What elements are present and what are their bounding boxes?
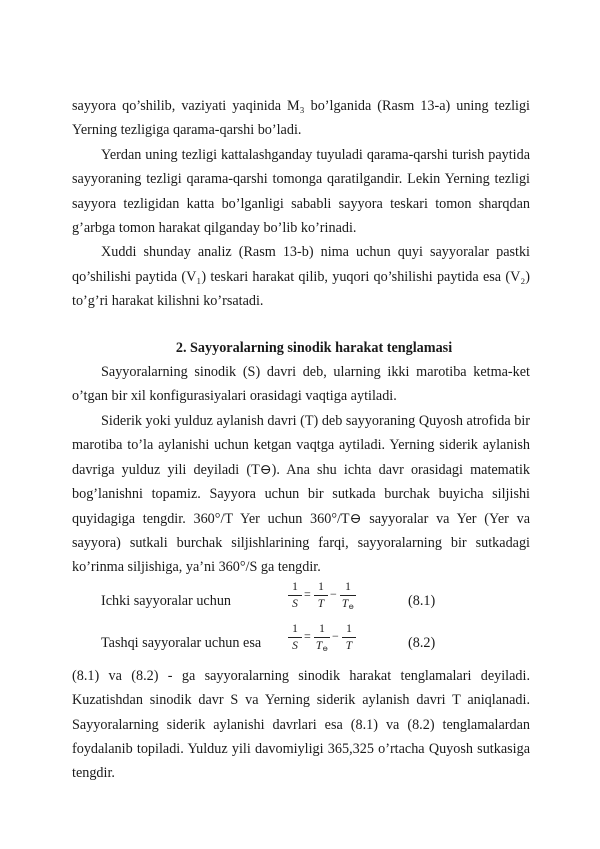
paragraph-1: sayyora qo’shilib, vaziyati yaqinida M₃ bo’lganida (Rasm 13-a) uning tezligi Yerning tezligiga qarama-qarshi bo’ladi. — [72, 98, 530, 139]
fraction: 1 $T_⊖$ — [341, 580, 355, 611]
formula-8-2: Tashqi sayyoralar uchun esa 1 S = 1 $T_⊖$ − 1 T (8.2) — [72, 622, 530, 664]
paragraph-4: Sayyoralarning sinodik (S) davri deb, ularning ikki marotiba ketma-ket o’tgan bir xil konfigurasiyalari orasidagi vaqtiga aytiladi. — [72, 364, 530, 405]
fraction: 1 T — [342, 622, 356, 653]
formula-number: (8.2) — [408, 634, 436, 651]
formula-8-1: Ichki sayyoralar uchun 1 S = 1 T − 1 $T_⊖$ (8.1) — [72, 580, 530, 622]
paragraph-2: Yerdan uning tezligi kattalashganday tuyuladi qarama-qarshi turish paytida sayyoraning tezligi qarama-qarshi tomonga qaratilgandir. Lekin Yerning tezligi sayyora tezligidan katta bo’lganligi sababli sayyora teskari tomon sharqdan g’arbga tomon harakat qilganday bo’lib ko’rinadi. — [72, 146, 530, 237]
formula-number: (8.1) — [408, 592, 436, 609]
document-page — [72, 94, 530, 786]
paragraph-5: Siderik yoki yulduz aylanish davri (T) deb sayyoraning Quyosh atrofida bir marotiba to’la aylanishi uchun ketgan vaqtga aytiladi. Yerning siderik aylanish davriga yulduz yili deyiladi (T⊖). Ana shu ichta davr orasidagi matematik bog’lanishni topamiz. Sayyora uchun bir sutkada burchak buyicha siljishi quyidagiga tengdir. 360°/T Yer uchun 360°/T⊖ sayyoralar va Yer (Yer va sayyora) sutkali burchak siljishlarining farqi, sayyoralarning bir sutkadagi ko’rinma siljishiga, ya’ni 360°/S ga tengdir. — [72, 412, 530, 576]
paragraph-3: Xuddi shunday analiz (Rasm 13-b) nima uchun quyi sayyoralar pastki qo’shilishi paytida (V₁) teskari harakat qilib, yuqori qo’shilishi paytida esa (V₂) to’g’ri harakat kilishni ko’rsatadi. — [72, 244, 530, 310]
fraction: 1 S — [288, 580, 302, 611]
formula-label: Tashqi sayyoralar uchun esa — [101, 634, 262, 651]
paragraph-6: (8.1) va (8.2) - ga sayyoralarning sinodik harakat tenglamalari deyiladi. Kuzatishdan sinodik davr S va Yerning siderik aylanish davri T aniqlanadi. Sayyoralarning siderik aylanishi davrlari esa (8.1) va (8.2) tenglamalardan foydalanib topiladi. Yulduz yili davomiyligi 365,325 o’rtacha Quyosh sutkasiga tengdir. — [72, 667, 530, 782]
fraction: 1 T — [314, 580, 328, 611]
formula-label: Ichki sayyoralar uchun — [101, 592, 232, 609]
fraction: 1 $T_⊖$ — [315, 622, 329, 653]
fraction: 1 S — [288, 622, 302, 653]
section-gap — [72, 314, 530, 336]
section-heading: 2. Sayyoralarning sinodik harakat tenglamasi — [175, 339, 453, 356]
